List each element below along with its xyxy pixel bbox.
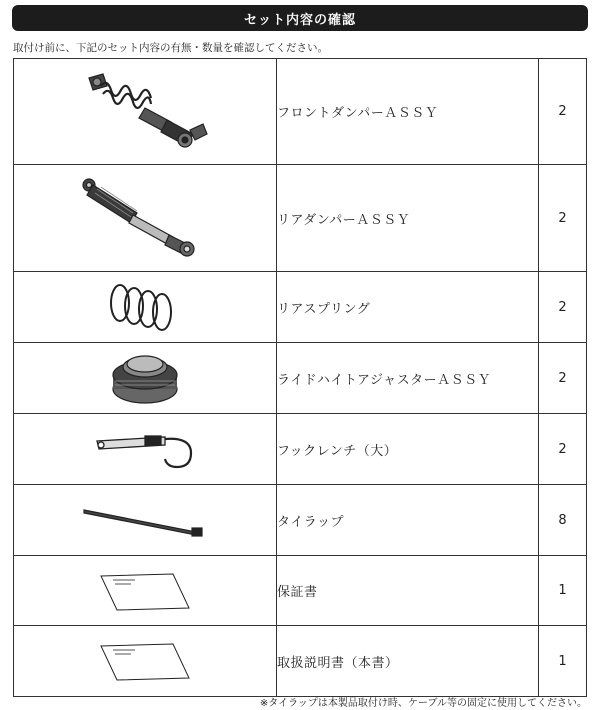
item-quantity: 8	[539, 485, 587, 556]
item-name: 保証書	[277, 556, 539, 626]
table-row	[14, 626, 587, 697]
item-image-cell	[14, 59, 277, 165]
item-name: 取扱説明書（本書）	[277, 626, 539, 697]
intro-text: 取付け前に、下記のセット内容の有無・数量を確認してください。	[13, 42, 328, 54]
parts-table	[13, 58, 587, 697]
warranty-card-icon	[95, 570, 195, 612]
table-row	[14, 272, 587, 343]
item-image-cell	[14, 556, 277, 626]
table-row	[14, 343, 587, 414]
table-row	[14, 59, 587, 165]
item-image-cell	[14, 272, 277, 343]
item-quantity: 2	[539, 343, 587, 414]
item-image-cell	[14, 626, 277, 697]
item-image-cell	[14, 414, 277, 485]
item-name: フロントダンパーＡＳＳＹ	[277, 59, 539, 165]
item-image-cell	[14, 343, 277, 414]
table-row	[14, 414, 587, 485]
item-image-cell	[14, 485, 277, 556]
rear-spring-icon	[100, 279, 190, 335]
section-title	[12, 5, 588, 31]
item-image-cell	[14, 165, 277, 272]
item-name: タイラップ	[277, 485, 539, 556]
item-name: リアスプリング	[277, 272, 539, 343]
cable-tie-icon	[80, 500, 210, 540]
item-quantity: 2	[539, 414, 587, 485]
manual-icon	[95, 640, 195, 682]
item-quantity: 1	[539, 626, 587, 697]
item-name: フックレンチ（大）	[277, 414, 539, 485]
item-quantity: 2	[539, 272, 587, 343]
item-quantity: 2	[539, 59, 587, 165]
front-damper-icon	[75, 64, 215, 159]
item-name: ライドハイトアジャスターＡＳＳＹ	[277, 343, 539, 414]
table-row	[14, 165, 587, 272]
rear-damper-icon	[75, 173, 215, 263]
item-quantity: 1	[539, 556, 587, 626]
hook-wrench-icon	[85, 427, 205, 471]
table-row	[14, 556, 587, 626]
ride-height-adjuster-icon	[105, 347, 185, 409]
footnote: ※タイラップは本製品取付け時、ケーブル等の固定に使用してください。	[259, 698, 587, 709]
table-row	[14, 485, 587, 556]
item-quantity: 2	[539, 165, 587, 272]
section-title-text: セット内容の確認	[243, 12, 356, 28]
item-name: リアダンパーＡＳＳＹ	[277, 165, 539, 272]
